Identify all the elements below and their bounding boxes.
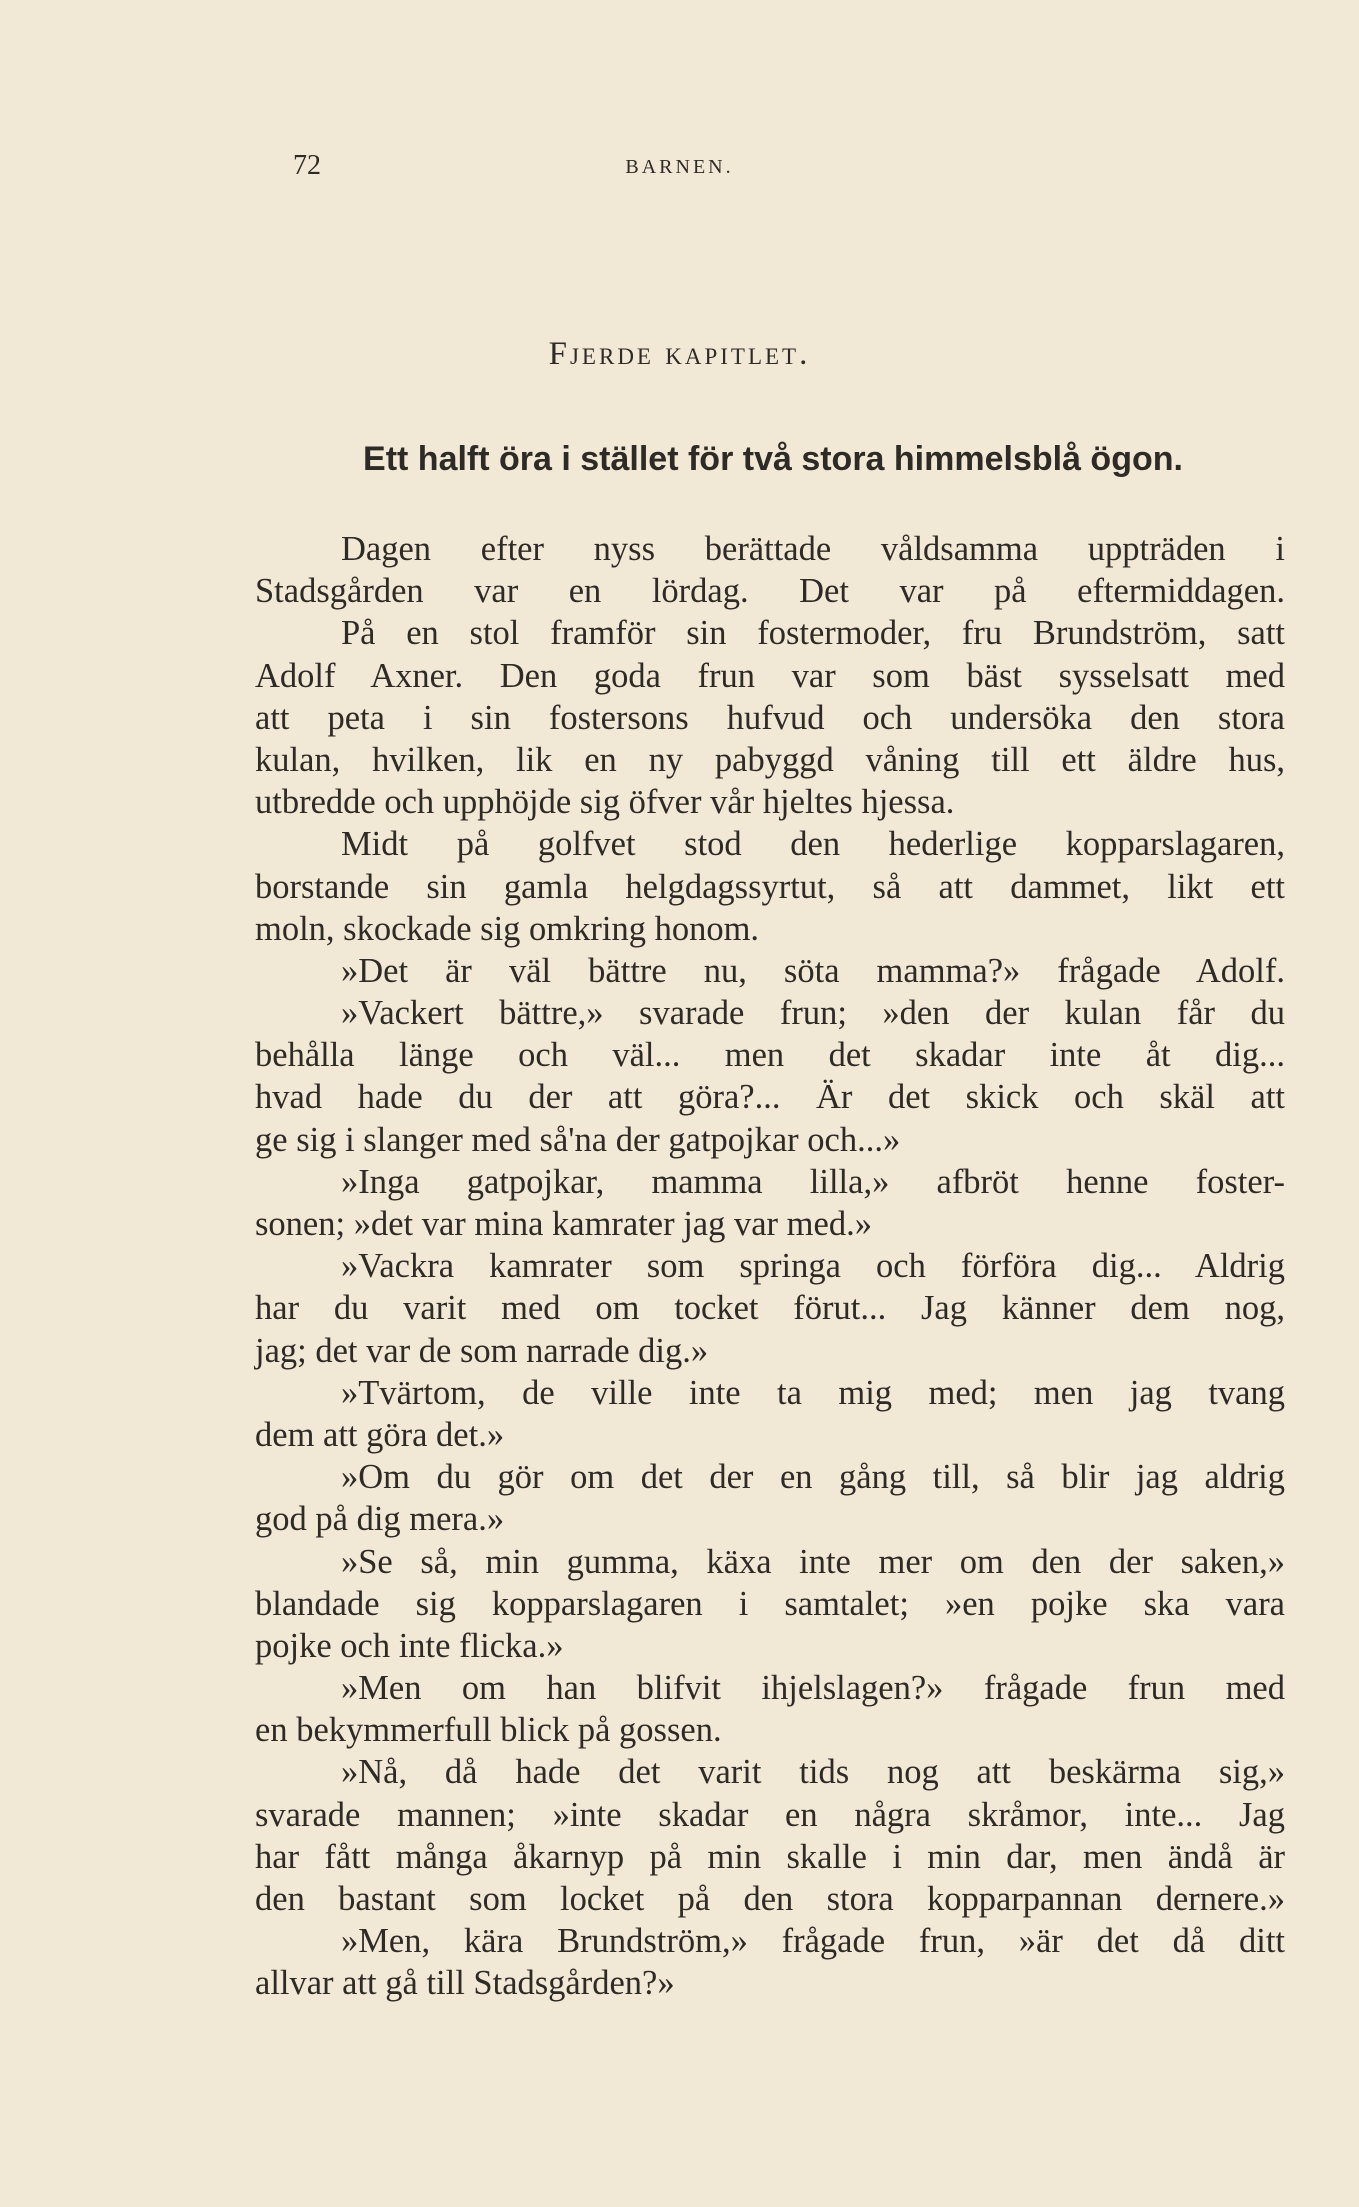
text-line: »Inga gatpojkar, mamma lilla,» afbröt henne foster-: [341, 1162, 1285, 1201]
text-line: borstande sin gamla helgdagssyrtut, så att dammet, likt ett: [255, 867, 1285, 906]
text-line: utbredde och upphöjde sig öfver vår hjeltes hjessa.: [255, 783, 955, 822]
text-line: ge sig i slanger med så'na der gatpojkar och...»: [255, 1120, 901, 1159]
text-line: »Det är väl bättre nu, söta mamma?» frågade Adolf.: [341, 951, 1285, 990]
text-line: Adolf Axner. Den goda frun var som bäst sysselsatt med: [255, 656, 1285, 695]
running-head: BARNEN.: [625, 156, 734, 178]
text-line: moln, skockade sig omkring honom.: [255, 909, 760, 948]
text-line: På en stol framför sin fostermoder, fru Brundström, satt: [341, 614, 1285, 653]
text-line: hvad hade du der att göra?... Är det skick och skäl att: [255, 1078, 1285, 1117]
text-line: »Om du gör om det der en gång till, så blir jag aldrig: [341, 1458, 1285, 1497]
text-line: dem att göra det.»: [255, 1415, 505, 1454]
text-line: behålla länge och väl... men det skadar inte åt dig...: [255, 1036, 1285, 1075]
text-line: »Nå, då hade det varit tids nog att beskärma sig,»: [341, 1753, 1285, 1792]
text-line: Midt på golfvet stod den hederlige kopparslagaren,: [341, 825, 1285, 864]
text-line: en bekymmerfull blick på gossen.: [255, 1711, 722, 1750]
text-line: »Men om han blifvit ihjelslagen?» frågade frun med: [341, 1669, 1285, 1708]
text-line: »Se så, min gumma, käxa inte mer om den der saken,»: [341, 1542, 1285, 1581]
text-line: Dagen efter nyss berättade våldsamma uppträden i: [341, 530, 1285, 568]
text-line: sonen; »det var mina kamrater jag var med.»: [255, 1205, 872, 1243]
text-line: »Men, kära Brundström,» frågade frun, »är det då ditt: [341, 1922, 1285, 1961]
text-line: att peta i sin fostersons hufvud och undersöka den stora: [255, 698, 1285, 737]
text-line: »Tvärtom, de ville inte ta mig med; men jag tvang: [341, 1373, 1285, 1412]
text-line: pojke och inte flicka.»: [255, 1626, 564, 1665]
text-line: allvar att gå till Stadsgården?»: [255, 1964, 675, 2003]
page-number: 72: [293, 150, 321, 181]
text-line: har fått många åkarnyp på min skalle i min dar, men ändå är: [255, 1837, 1285, 1876]
text-line: svarade mannen; »inte skadar en några skråmor, inte... Jag: [255, 1795, 1285, 1834]
chapter-title: Fjerde kapitlet.: [548, 336, 811, 372]
text-line: den bastant som locket på den stora kopparpannan dernere.»: [255, 1880, 1285, 1918]
chapter-subtitle: Ett halft öra i stället för två stora himmelsblå ögon.: [363, 440, 1183, 478]
text-line: jag; det var de som narrade dig.»: [255, 1331, 709, 1370]
text-line: Stadsgården var en lördag. Det var på eftermiddagen.: [255, 572, 1285, 611]
text-line: har du varit med om tocket förut... Jag känner dem nog,: [255, 1289, 1285, 1328]
page-header: [0, 150, 1359, 190]
body-text: [255, 528, 1285, 2005]
text-line: god på dig mera.»: [255, 1500, 505, 1539]
text-line: kulan, hvilken, lik en ny pabyggd våning till ett äldre hus,: [255, 740, 1285, 779]
text-line: blandade sig kopparslagaren i samtalet; »en pojke ska vara: [255, 1584, 1285, 1623]
text-line: »Vackert bättre,» svarade frun; »den der kulan får du: [341, 994, 1285, 1033]
text-line: »Vackra kamrater som springa och förföra dig... Aldrig: [341, 1247, 1285, 1286]
